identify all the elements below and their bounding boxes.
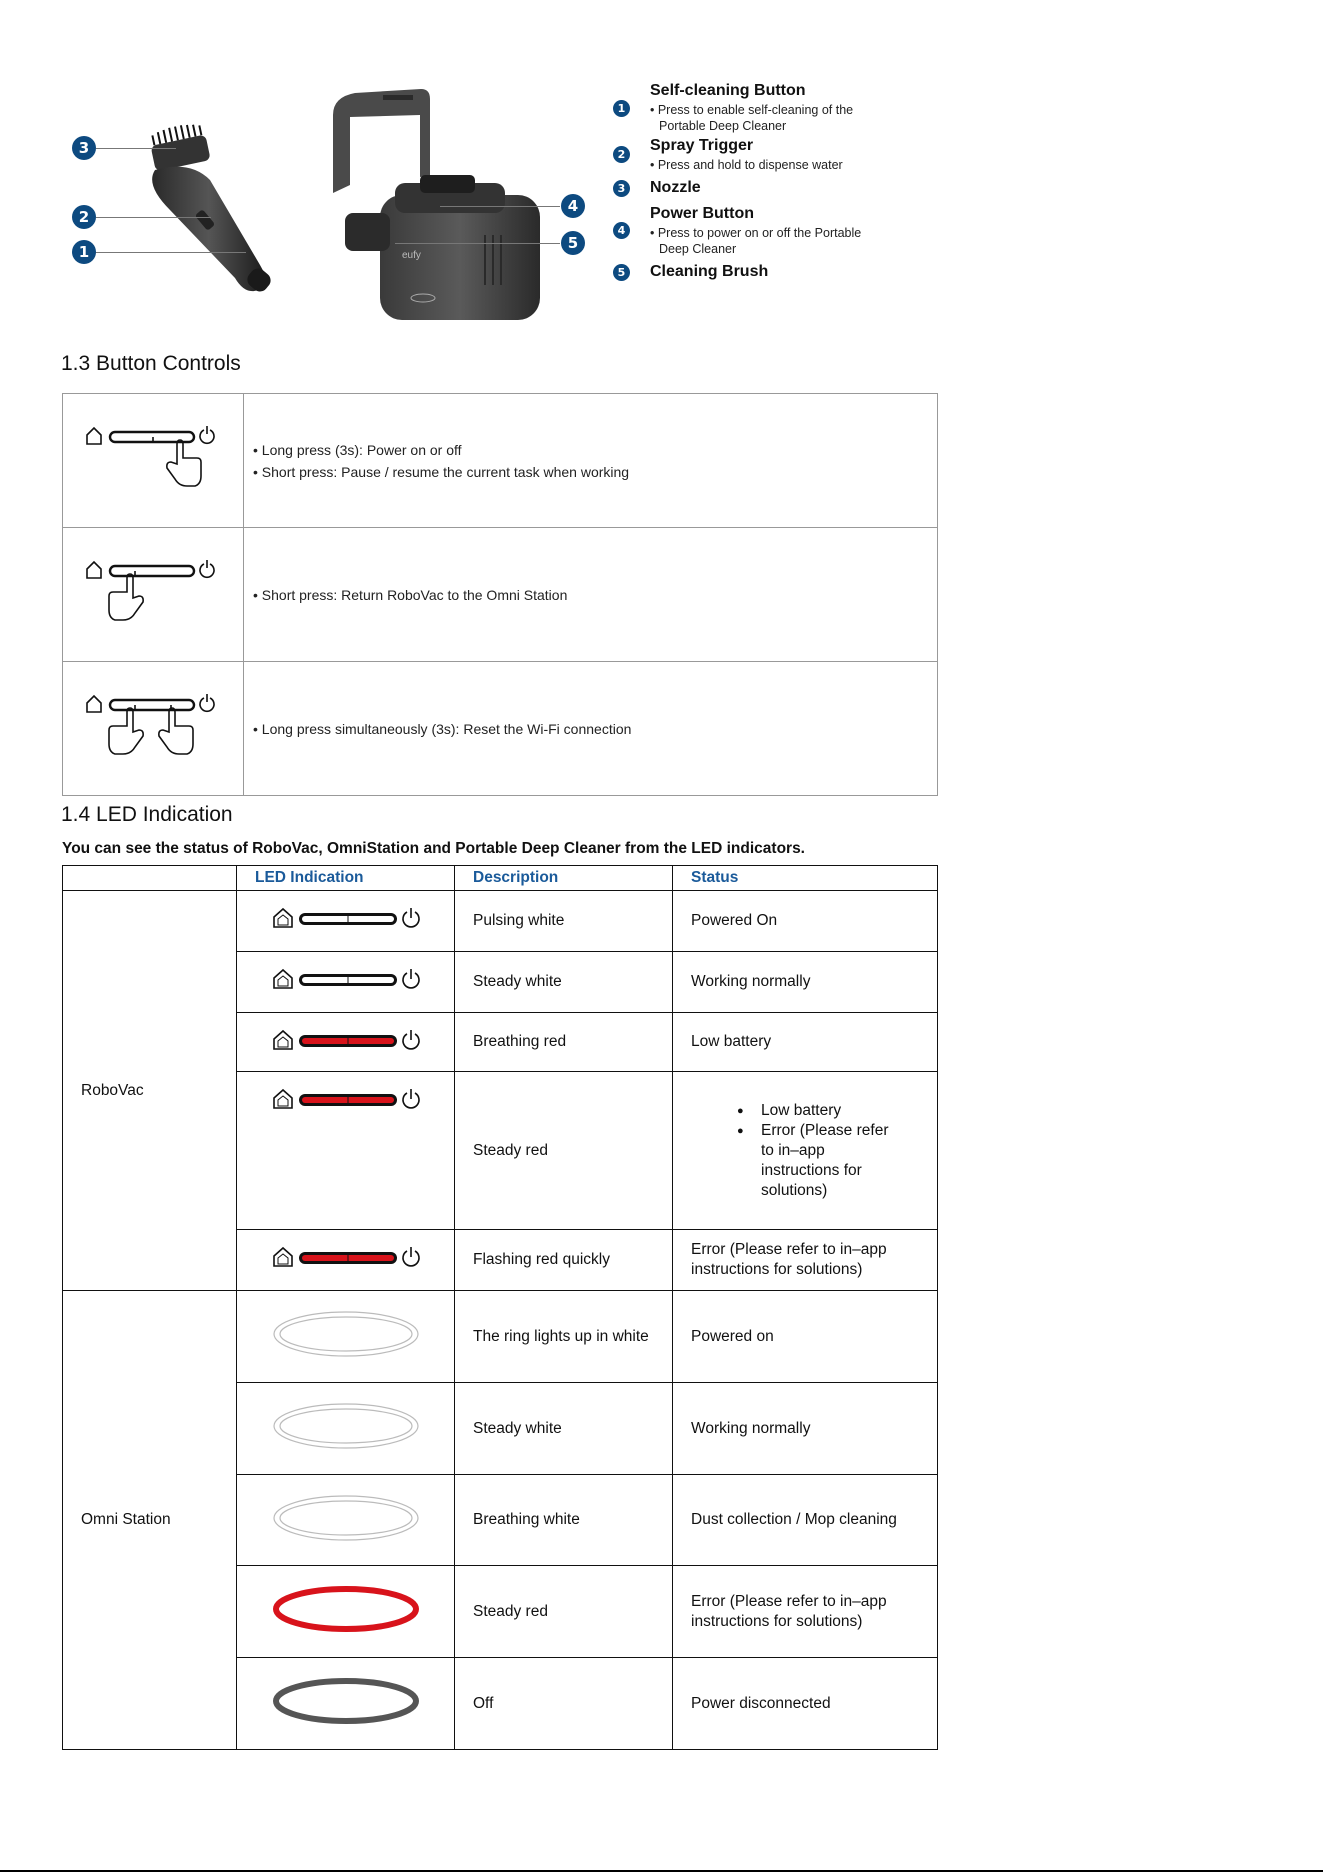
- portable-deep-cleaner-illustration: [60, 100, 300, 310]
- device-label-robovac: RoboVac: [63, 891, 237, 1291]
- led-status: Low battery: [673, 1013, 938, 1072]
- led-ring-icon: [237, 1658, 455, 1750]
- led-ring-icon: [237, 1383, 455, 1475]
- legend-badge-3: 3: [613, 180, 630, 197]
- led-bar: [266, 1027, 426, 1055]
- legend-title-spray-trigger: Spray Trigger: [650, 137, 754, 154]
- led-status: Working normally: [673, 952, 938, 1013]
- callout-4-badge: 4: [561, 194, 585, 218]
- legend-badge-4: 4: [613, 222, 630, 239]
- led-description: Off: [455, 1658, 673, 1750]
- led-status: Error (Please refer to in–app instructions for solutions): [673, 1566, 938, 1658]
- legend-desc-spray-trigger: • Press and hold to dispense water: [650, 158, 843, 172]
- led-bar: [266, 905, 426, 933]
- home-button-press-icon: [63, 528, 244, 661]
- leader-line: [395, 243, 560, 244]
- header-led-indication: LED Indication: [237, 866, 455, 891]
- led-intro-text: You can see the status of RoboVac, OmniStation and Portable Deep Cleaner from the LED indicators.: [62, 840, 805, 857]
- table-row: [63, 1291, 938, 1383]
- button-control-description: • Long press simultaneously (3s): Reset the Wi-Fi connection: [253, 721, 632, 737]
- table-header-row: [63, 866, 938, 891]
- led-description: Steady red: [455, 1566, 673, 1658]
- header-empty: [63, 866, 237, 891]
- device-label-omni-station: Omni Station: [63, 1291, 237, 1750]
- docking-station-illustration: [325, 85, 585, 325]
- led-status: Powered On: [673, 891, 938, 952]
- callout-2-badge: 2: [72, 205, 96, 229]
- button-control-row: [63, 662, 937, 795]
- legend-badge-5: 5: [613, 264, 630, 281]
- header-status: Status: [673, 866, 938, 891]
- leader-line: [96, 148, 176, 149]
- callout-5-badge: 5: [561, 231, 585, 255]
- table-row: [63, 891, 938, 952]
- section-title-button-controls: 1.3 Button Controls: [61, 352, 241, 375]
- leader-line: [440, 206, 560, 207]
- led-bar-icon: [237, 891, 455, 952]
- led-ring: [271, 1493, 421, 1543]
- led-description: Steady white: [455, 952, 673, 1013]
- led-bar: [266, 966, 426, 994]
- legend-desc-self-cleaning: • Press to enable self-cleaning of the Portable Deep Cleaner: [650, 103, 854, 133]
- led-status: Power disconnected: [673, 1658, 938, 1750]
- button-controls-table: [62, 393, 938, 796]
- led-bar: [266, 1086, 426, 1114]
- legend-title-self-cleaning: Self-cleaning Button: [650, 82, 806, 99]
- led-ring: [271, 1309, 421, 1359]
- power-button-press-icon: [63, 394, 244, 527]
- led-description: Steady red: [455, 1072, 673, 1230]
- led-description: Pulsing white: [455, 891, 673, 952]
- led-ring: [271, 1676, 421, 1726]
- led-bar-icon: [237, 952, 455, 1013]
- legend-desc-power-button: • Press to power on or off the Portable Deep Cleaner: [650, 226, 862, 256]
- led-status: Powered on: [673, 1291, 938, 1383]
- led-description: Flashing red quickly: [455, 1230, 673, 1291]
- led-status: ● Low battery ● Error (Please refer to in–app instructions for solutions): [673, 1072, 938, 1230]
- legend-badge-2: 2: [613, 146, 630, 163]
- led-status: Error (Please refer to in–app instructions for solutions): [673, 1230, 938, 1291]
- legend-title-nozzle: Nozzle: [650, 179, 701, 196]
- led-bar-icon: [237, 1072, 455, 1230]
- legend-badge-1: 1: [613, 100, 630, 117]
- section-title-led-indication: 1.4 LED Indication: [61, 803, 233, 826]
- product-diagram: [0, 0, 1323, 330]
- led-ring-icon: [237, 1291, 455, 1383]
- callout-3-badge: 3: [72, 136, 96, 160]
- header-description: Description: [455, 866, 673, 891]
- led-status: Dust collection / Mop cleaning: [673, 1475, 938, 1566]
- led-ring-icon: [237, 1475, 455, 1566]
- button-control-row: [63, 528, 937, 662]
- led-bar-icon: [237, 1230, 455, 1291]
- leader-line: [96, 252, 246, 253]
- button-control-description: • Short press: Return RoboVac to the Omni Station: [253, 587, 568, 603]
- led-description: The ring lights up in white: [455, 1291, 673, 1383]
- led-description: Breathing white: [455, 1475, 673, 1566]
- led-bar-icon: [237, 1013, 455, 1072]
- led-description: Breathing red: [455, 1013, 673, 1072]
- both-buttons-press-icon: [63, 662, 244, 795]
- button-control-row: [63, 394, 937, 528]
- brand-logo: eufy: [402, 250, 421, 261]
- led-ring: [271, 1584, 421, 1634]
- led-status: Working normally: [673, 1383, 938, 1475]
- legend-title-cleaning-brush: Cleaning Brush: [650, 263, 769, 280]
- leader-line: [96, 217, 211, 218]
- led-description: Steady white: [455, 1383, 673, 1475]
- legend-title-power-button: Power Button: [650, 205, 754, 222]
- button-control-description: • Long press (3s): Power on or off • Short press: Pause / resume the current task when working: [253, 442, 630, 480]
- led-indication-table: [62, 865, 938, 1750]
- callout-1-badge: 1: [72, 240, 96, 264]
- led-ring-icon: [237, 1566, 455, 1658]
- led-ring: [271, 1401, 421, 1451]
- led-bar: [266, 1244, 426, 1272]
